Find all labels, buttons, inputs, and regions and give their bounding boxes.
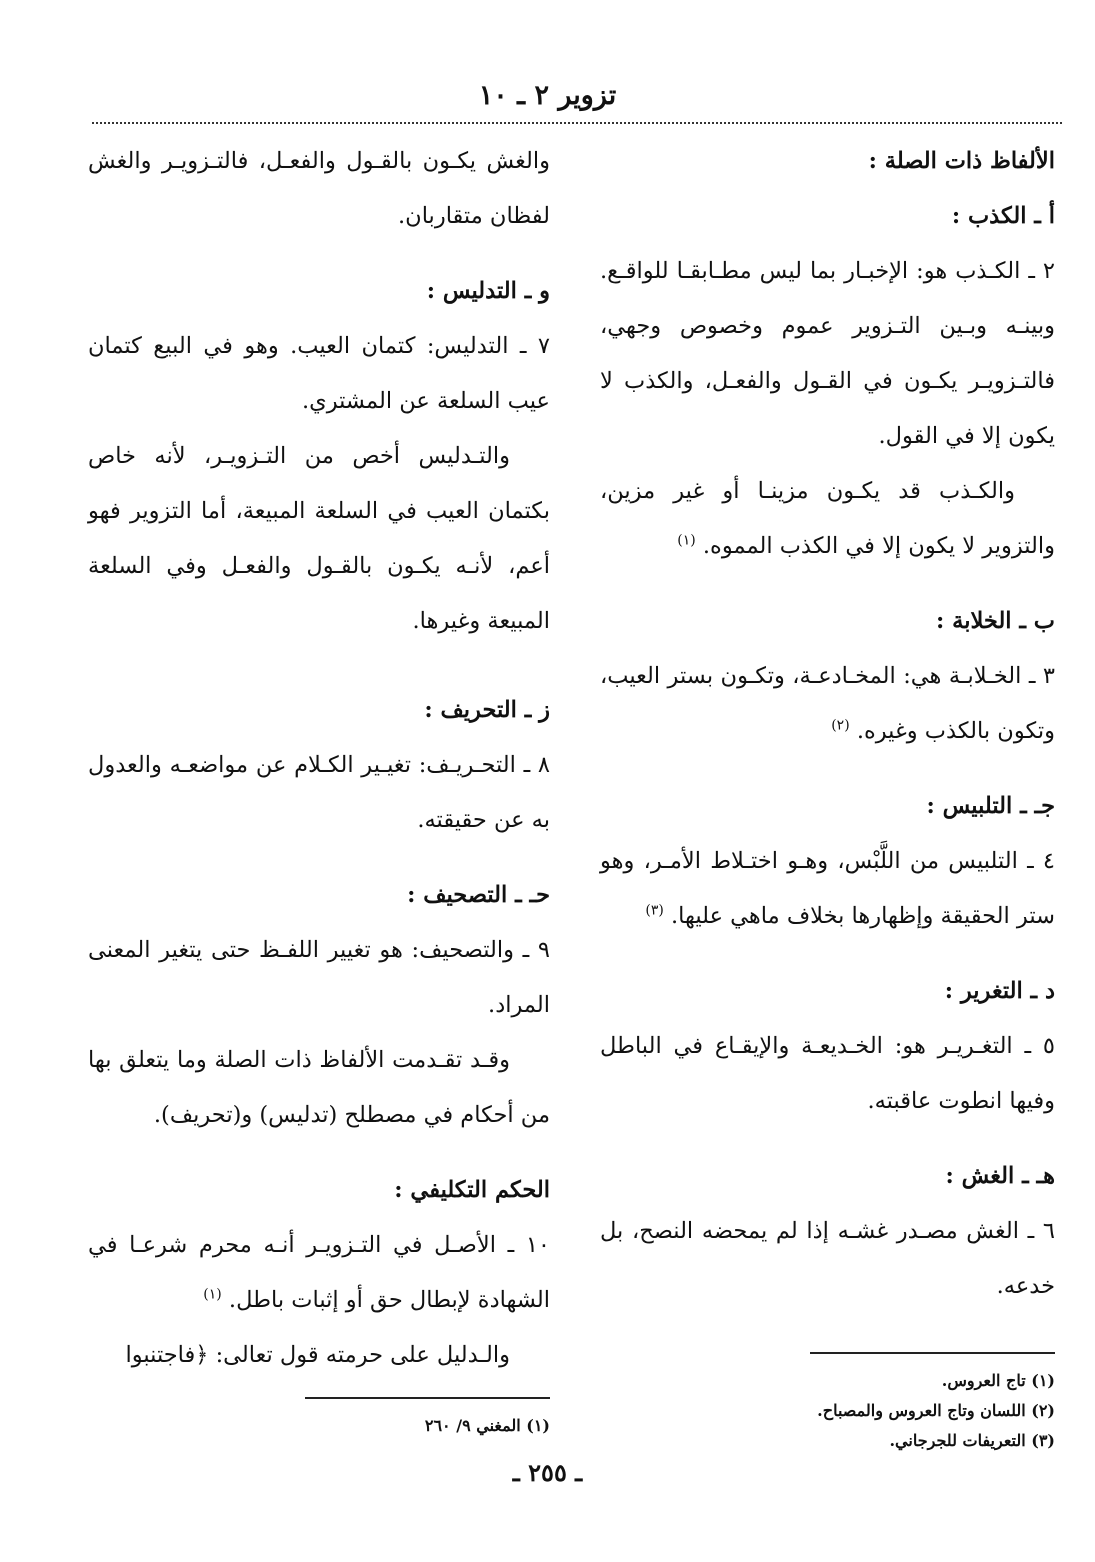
heading-ruling: الحكم التكليفي :: [394, 1177, 550, 1203]
footnote-1: (١) المغني ٩/ ٢٦٠: [424, 1416, 550, 1435]
heading-ghish: هـ ـ الغش :: [945, 1163, 1055, 1189]
paragraph-3: ٣ ـ الخـلابـة هي: المخـادعـة، وتكـون بستر العيب، وتكون بالكذب وغيره. $^{(٢)}$: [600, 663, 1055, 744]
paragraph-6-cont: والغش يكـون بالقـول والفعـل، فالتـزويـر والغش لفظان متقاربان.: [88, 148, 550, 229]
left-column: [88, 134, 550, 1441]
footnote-rule: [810, 1352, 1055, 1354]
paragraph-10: ١٠ ـ الأصـل في التـزويـر أنـه محرم شرعـا في الشهادة لإبطال حق أو إثبات باطل. $^{(١)}$: [88, 1232, 550, 1313]
paragraph-6: ٦ ـ الغش مصـدر غشـه إذا لم يمحضه النصح، بل خدعه.: [600, 1218, 1055, 1299]
heading-tahrif: ز ـ التحريف :: [424, 697, 550, 723]
paragraph-10-cont: والـدليل على حرمته قول تعالى: ﴿فاجتنبوا: [125, 1342, 510, 1368]
paragraph-2: ٢ ـ الكـذب هو: الإخبـار بما ليس مطـابقـا للواقـع. وبينـه وبـين التـزوير عموم وخصوص وجهي، فالتـزويـر يكـون في القـول والفعـل، والكذب لا يكون إلا في القول.: [600, 258, 1055, 449]
header-dotted-rule: [92, 122, 1062, 124]
footnote-ref: (٢): [831, 717, 850, 734]
footnote-2: (٢) اللسان وتاج العروس والمصباح.: [817, 1401, 1055, 1420]
paragraph-7: ٧ ـ التدليس: كتمان العيب. وهو في البيع كتمان عيب السلعة عن المشتري.: [88, 333, 550, 414]
footnote-1: (١) تاج العروس.: [941, 1371, 1055, 1390]
footnote-3: (٣) التعريفات للجرجاني.: [889, 1431, 1055, 1450]
heading-talbis: جـ ـ التلبيس :: [926, 793, 1055, 819]
page-number: ـ ٢٥٥ ـ: [512, 1458, 583, 1487]
paragraph-5: ٥ ـ التغـريـر هو: الخـديعـة والإيقـاع في الباطل وفيها انطوت عاقبته.: [600, 1033, 1055, 1114]
paragraph-4: ٤ ـ التلبيس من اللَّبْس، وهـو اختـلاط الأمـر، وهو ستر الحقيقة وإظهارها بخلاف ماهي عليها. $^{(٣)}$: [600, 848, 1055, 929]
paragraph-7-cont: والتـدليس أخص من التـزويـر، لأنه خاص بكتمان العيب في السلعة المبيعة، أما التزوير فهو أعم، لأنـه يكـون بالقـول والفعـل وفي السلعة المبيعة وغيرها.: [88, 443, 550, 634]
heading-taghrir: د ـ التغرير :: [944, 978, 1055, 1004]
paragraph-9: ٩ ـ والتصحيف: هو تغيير اللفـظ حتى يتغير المعنى المراد.: [88, 937, 550, 1018]
heading-kadhib: أ ـ الكذب :: [951, 203, 1055, 229]
footnote-rule: [305, 1397, 550, 1399]
footnote-ref: (١): [677, 532, 696, 549]
footnote-ref: (١): [203, 1286, 222, 1303]
right-column: [600, 134, 1055, 1456]
heading-tadlis: و ـ التدليس :: [426, 278, 550, 304]
running-head: تزوير ٢ ـ ١٠: [478, 80, 617, 111]
paragraph-8: ٨ ـ التحـريـف: تغيـير الكـلام عن مواضعـه والعدول به عن حقيقته.: [88, 752, 550, 833]
heading-tashif: حـ ـ التصحيف :: [407, 882, 550, 908]
heading-khilaba: ب ـ الخلابة :: [936, 608, 1055, 634]
paragraph-2-cont: والكـذب قد يكـون مزينـا أو غير مزين، والتزوير لا يكون إلا في الكذب المموه. $^{(١)}$: [600, 478, 1055, 559]
section-title: الألفاظ ذات الصلة :: [868, 148, 1055, 174]
paragraph-9-cont: وقـد تقـدمت الألفاظ ذات الصلة وما يتعلق بها من أحكام في مصطلح (تدليس) و(تحريف).: [88, 1047, 550, 1128]
footnote-ref: (٣): [645, 902, 664, 919]
